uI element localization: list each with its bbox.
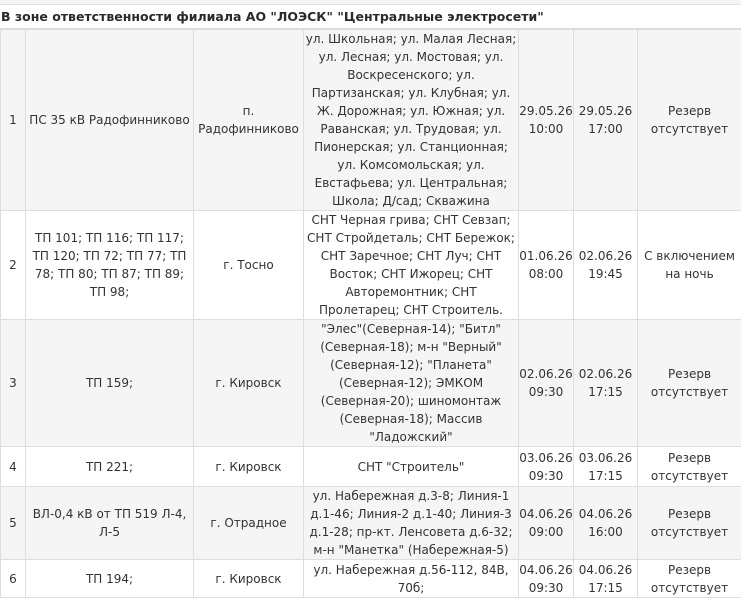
- reserve-status: С включением на ночь: [638, 211, 741, 320]
- end-time: 16:00: [574, 523, 637, 541]
- power-object: ВЛ-0,4 кВ от ТП 519 Л-4, Л-5: [26, 487, 194, 560]
- outage-start: [519, 211, 574, 320]
- row-number: 4: [1, 447, 26, 487]
- power-object: ТП 159;: [26, 320, 194, 447]
- end-date: 04.06.26: [574, 561, 637, 579]
- table-row: [1, 30, 741, 211]
- start-date: 02.06.26: [519, 365, 573, 383]
- start-time: 09:30: [519, 579, 573, 597]
- start-time: 09:00: [519, 523, 573, 541]
- start-date: 04.06.26: [519, 561, 573, 579]
- start-date: 29.05.26: [519, 102, 573, 120]
- end-time: 17:15: [574, 383, 637, 401]
- locality: г. Тосно: [194, 211, 304, 320]
- start-date: 01.06.26: [519, 247, 573, 265]
- end-time: 17:15: [574, 579, 637, 597]
- outage-end: [574, 30, 638, 211]
- end-time: 17:15: [574, 467, 637, 485]
- start-time: 09:30: [519, 467, 573, 485]
- outage-start: [519, 447, 574, 487]
- affected-streets: СНТ "Строитель": [304, 447, 519, 487]
- power-object: ТП 194;: [26, 560, 194, 598]
- affected-streets: ул. Набережная д.56-112, 84В, 70б;: [304, 560, 519, 598]
- outage-end: [574, 211, 638, 320]
- table-row: [1, 211, 741, 320]
- affected-streets: "Элес"(Северная-14); "Битл" (Северная-18); м-н "Верный" (Северная-12); "Планета" (Северная-12); ЭМКОМ (Северная-20); шиномонтаж (Северная-18); Массив "Ладожский": [304, 320, 519, 447]
- row-number: 5: [1, 487, 26, 560]
- affected-streets: ул. Набережная д.3-8; Линия-1 д.1-46; Линия-2 д.1-40; Линия-3 д.1-28; пр-кт. Ленсовета д.6-32; м-н "Манетка" (Набережная-5): [304, 487, 519, 560]
- outage-start: [519, 30, 574, 211]
- start-time: 10:00: [519, 120, 573, 138]
- start-time: 09:30: [519, 383, 573, 401]
- table-row: [1, 560, 741, 598]
- locality: г. Отрадное: [194, 487, 304, 560]
- start-time: 08:00: [519, 265, 573, 283]
- reserve-status: Резерв отсутствует: [638, 447, 741, 487]
- start-date: 04.06.26: [519, 505, 573, 523]
- power-object: ТП 221;: [26, 447, 194, 487]
- locality: г. Кировск: [194, 320, 304, 447]
- reserve-status: Резерв отсутствует: [638, 30, 741, 211]
- start-date: 03.06.26: [519, 449, 573, 467]
- table-row: [1, 487, 741, 560]
- power-object: ТП 101; ТП 116; ТП 117; ТП 120; ТП 72; ТП 77; ТП 78; ТП 80; ТП 87; ТП 89; ТП 98;: [26, 211, 194, 320]
- end-time: 17:00: [574, 120, 637, 138]
- end-date: 02.06.26: [574, 365, 637, 383]
- outage-end: [574, 560, 638, 598]
- reserve-status: Резерв отсутствует: [638, 487, 741, 560]
- locality: п. Радофинниково: [194, 30, 304, 211]
- locality: г. Кировск: [194, 447, 304, 487]
- reserve-status: Резерв отсутствует: [638, 560, 741, 598]
- table-row: [1, 320, 741, 447]
- outage-start: [519, 320, 574, 447]
- outage-start: [519, 487, 574, 560]
- table-row: [1, 447, 741, 487]
- end-date: 03.06.26: [574, 449, 637, 467]
- row-number: 3: [1, 320, 26, 447]
- row-number: 6: [1, 560, 26, 598]
- power-object: ПС 35 кВ Радофинниково: [26, 30, 194, 211]
- end-time: 19:45: [574, 265, 637, 283]
- row-number: 1: [1, 30, 26, 211]
- affected-streets: СНТ Черная грива; СНТ Севзап; СНТ Стройдеталь; СНТ Бережок; СНТ Заречное; СНТ Луч; СНТ Восток; СНТ Ижорец; СНТ Авторемонтник; СНТ Пролетарец; СНТ Строитель.: [304, 211, 519, 320]
- outage-start: [519, 560, 574, 598]
- end-date: 04.06.26: [574, 505, 637, 523]
- outage-end: [574, 487, 638, 560]
- reserve-status: Резерв отсутствует: [638, 320, 741, 447]
- outage-end: [574, 320, 638, 447]
- section-heading: В зоне ответственности филиала АО "ЛОЭСК" "Центральные электросети": [0, 5, 741, 29]
- outage-table: [0, 29, 741, 598]
- locality: г. Кировск: [194, 560, 304, 598]
- end-date: 02.06.26: [574, 247, 637, 265]
- outage-end: [574, 447, 638, 487]
- row-number: 2: [1, 211, 26, 320]
- end-date: 29.05.26: [574, 102, 637, 120]
- affected-streets: ул. Школьная; ул. Малая Лесная; ул. Лесная; ул. Мостовая; ул. Воскресенского; ул. Партизанская; ул. Клубная; ул. Ж. Дорожная; ул. Южная; ул. Раванская; ул. Трудовая; ул. Пионерская; ул. Станционная; ул. Комсомольская; ул. Евстафьева; ул. Центральная; Школа; Д/сад; Скважина: [304, 30, 519, 211]
